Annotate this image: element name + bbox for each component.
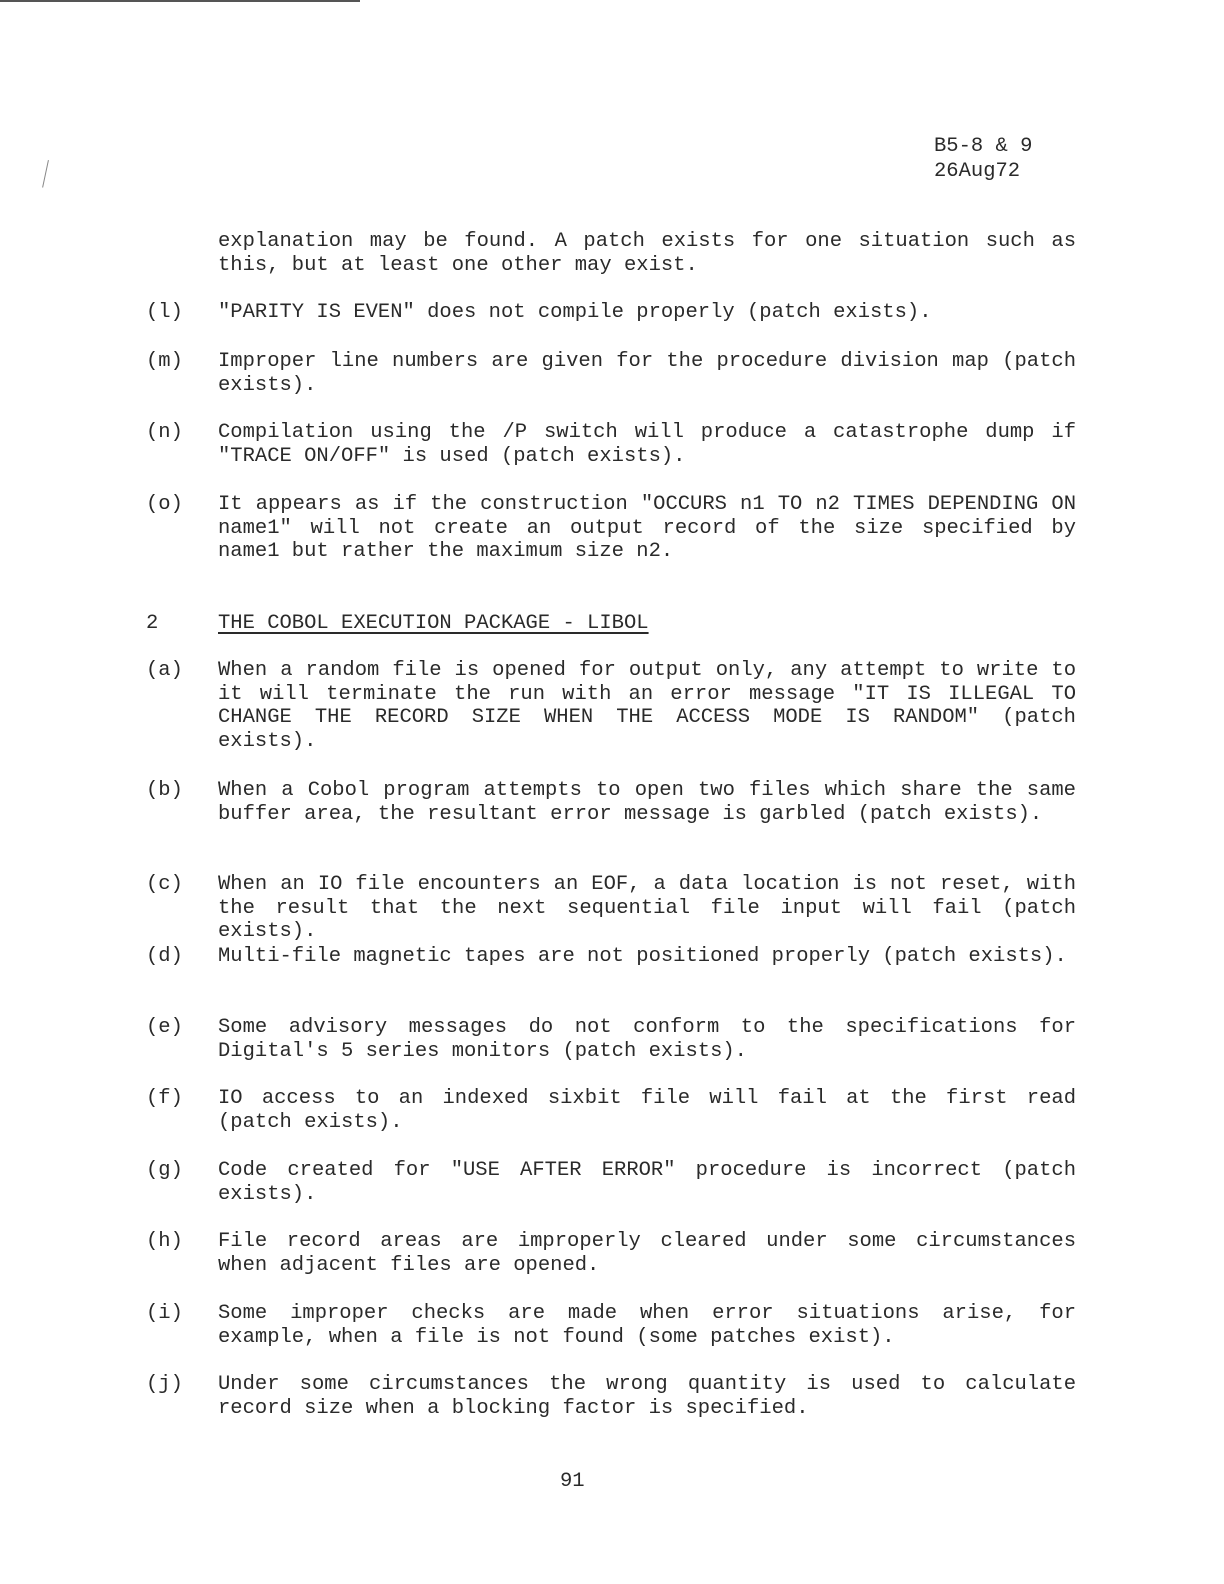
item-text: When a random file is opened for output only, any attempt to write to it will terminate the run with an error message "IT IS ILLEGAL TO CHANGE THE RECORD SIZE WHEN THE ACCESS MODE IS RANDOM" (patch exists).: [218, 659, 1076, 753]
page-number: 91: [560, 1470, 585, 1493]
item-label: (h): [146, 1230, 183, 1253]
document-header: [934, 134, 1032, 184]
item-label: (g): [146, 1159, 183, 1182]
section-number: 2: [146, 612, 159, 635]
item-label: (i): [146, 1302, 183, 1325]
item-label: (j): [146, 1373, 183, 1396]
document-reference: B5-8 & 9: [934, 135, 1033, 158]
item-text: IO access to an indexed sixbit file will fail at the first read (patch exists).: [218, 1087, 1076, 1134]
item-text: It appears as if the construction "OCCURS n1 TO n2 TIMES DEPENDING ON name1" will not create an output record of the size specified by name1 but rather the maximum size n2.: [218, 493, 1076, 563]
item-text: Improper line numbers are given for the procedure division map (patch exists).: [218, 350, 1076, 397]
item-label: (f): [146, 1087, 183, 1110]
item-text: Multi-file magnetic tapes are not positioned properly (patch exists).: [218, 945, 1067, 968]
item-text: When an IO file encounters an EOF, a data location is not reset, with the result that the next sequential file input will fail (patch exists).: [218, 873, 1076, 943]
scan-artifact-line: [0, 0, 360, 2]
item-label: (b): [146, 779, 183, 802]
item-label: (l): [146, 301, 183, 324]
document-date: 26Aug72: [934, 160, 1021, 183]
item-text: Code created for "USE AFTER ERROR" procedure is incorrect (patch exists).: [218, 1159, 1076, 1206]
item-text: "PARITY IS EVEN" does not compile properly (patch exists).: [218, 301, 932, 324]
item-text: Some advisory messages do not conform to the specifications for Digital's 5 series monitors (patch exists).: [218, 1016, 1076, 1063]
section-title: THE COBOL EXECUTION PACKAGE - LIBOL: [218, 612, 649, 635]
item-label: (o): [146, 493, 183, 516]
scan-artifact-mark: [42, 160, 51, 188]
item-label: (m): [146, 350, 183, 373]
item-text: File record areas are improperly cleared under some circumstances when adjacent files are opened.: [218, 1230, 1076, 1277]
item-text: When a Cobol program attempts to open two files which share the same buffer area, the resultant error message is garbled (patch exists).: [218, 779, 1076, 826]
item-label: (e): [146, 1016, 183, 1039]
item-text: Under some circumstances the wrong quantity is used to calculate record size when a blocking factor is specified.: [218, 1373, 1076, 1420]
item-text: Compilation using the /P switch will produce a catastrophe dump if "TRACE ON/OFF" is used (patch exists).: [218, 421, 1076, 468]
item-label: (d): [146, 945, 183, 968]
item-label: (a): [146, 659, 183, 682]
item-label: (c): [146, 873, 183, 896]
item-label: (n): [146, 421, 183, 444]
continuation-paragraph: explanation may be found. A patch exists for one situation such as this, but at least one other may exist.: [218, 230, 1076, 277]
item-text: Some improper checks are made when error situations arise, for example, when a file is not found (some patches exist).: [218, 1302, 1076, 1349]
